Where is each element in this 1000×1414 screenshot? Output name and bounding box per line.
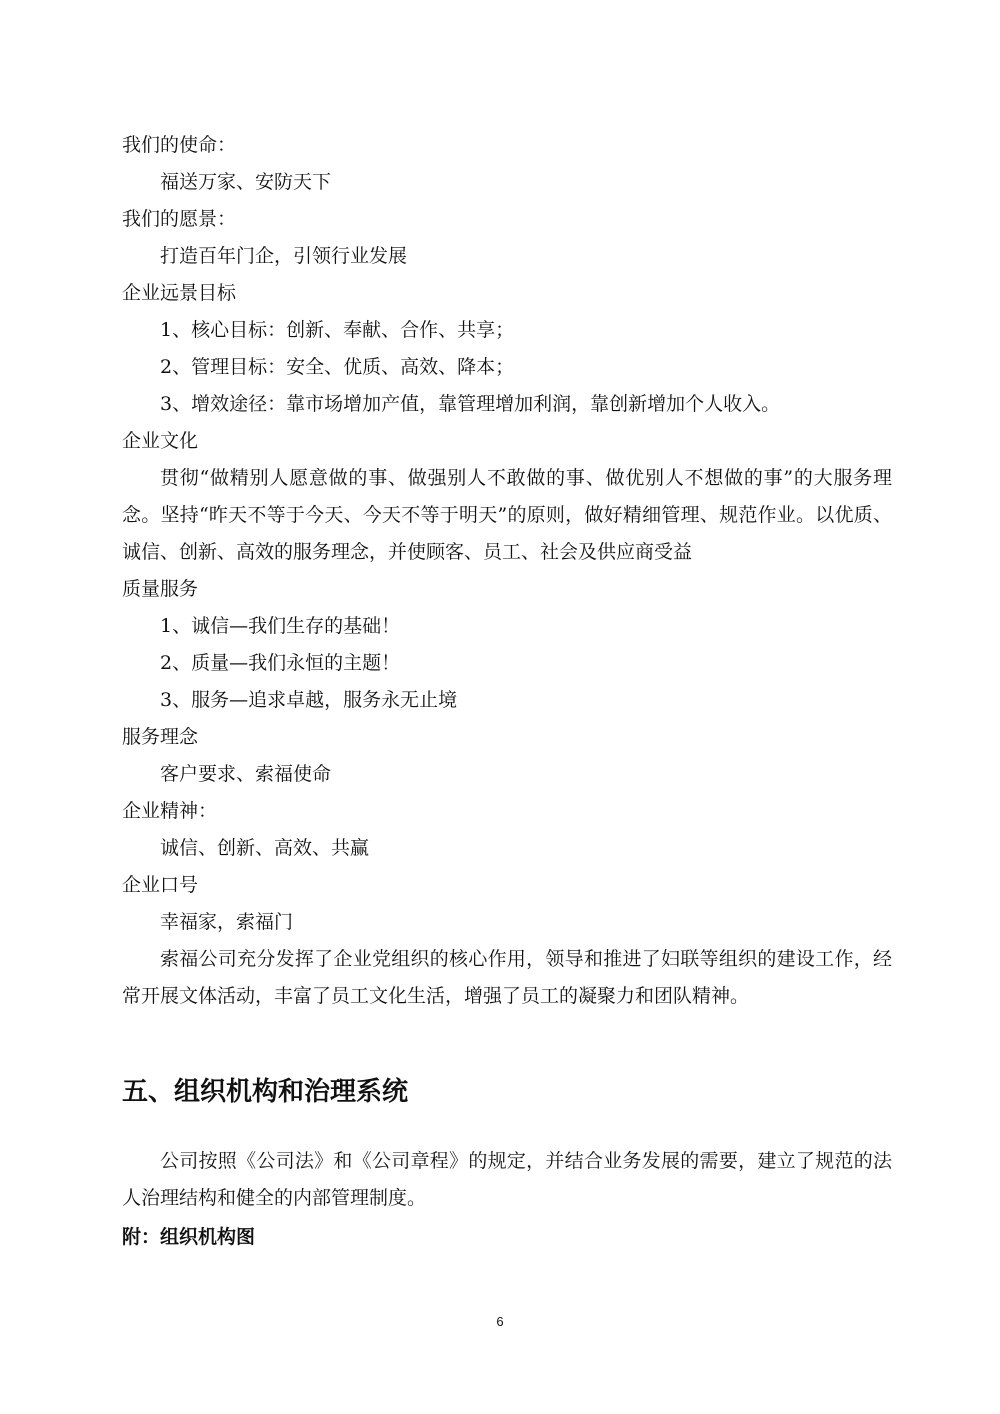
goal-item: 1、核心目标：创新、奉献、合作、共享； xyxy=(160,319,515,341)
section-title: 五、组织机构和治理系统 xyxy=(122,1077,409,1107)
culture-heading: 企业文化 xyxy=(122,430,199,452)
mission-text: 福送万家、安防天下 xyxy=(160,171,332,193)
section-paragraph: 公司按照《公司法》和《公司章程》的规定，并结合业务发展的需要，建立了规范的法人治理结构和健全的内部管理制度。 xyxy=(122,1150,892,1209)
quality-item: 2、质量—我们永恒的主题！ xyxy=(160,652,401,674)
document-body xyxy=(122,127,892,1015)
spirit-text: 诚信、创新、高效、共赢 xyxy=(160,837,370,859)
culture-paragraph: 贯彻“做精别人愿意做的事、做强别人不敢做的事、做优别人不想做的事”的大服务理念。坚持“昨天不等于今天、今天不等于明天”的原则，做好精细管理、规范作业。以优质、诚信、创新、高效的服务理念，并使顾客、员工、社会及供应商受益 xyxy=(122,467,892,563)
goal-item: 3、增效途径：靠市场增加产值，靠管理增加利润，靠创新增加个人收入。 xyxy=(160,393,781,415)
slogan-heading: 企业口号 xyxy=(122,874,199,896)
quality-item: 3、服务—追求卓越，服务永无止境 xyxy=(160,689,458,711)
quality-heading: 质量服务 xyxy=(122,578,199,600)
closing-paragraph: 索福公司充分发挥了企业党组织的核心作用，领导和推进了妇联等组织的建设工作，经常开展文体活动，丰富了员工文化生活，增强了员工的凝聚力和团队精神。 xyxy=(122,948,892,1007)
appendix-heading: 附：组织机构图 xyxy=(122,1226,256,1248)
slogan-text: 幸福家，索福门 xyxy=(160,911,294,933)
quality-item: 1、诚信—我们生存的基础！ xyxy=(160,615,401,637)
goal-item: 2、管理目标：安全、优质、高效、降本； xyxy=(160,356,515,378)
mission-heading: 我们的使命： xyxy=(122,134,237,156)
page-number: 6 xyxy=(496,1314,504,1329)
service-heading: 服务理念 xyxy=(122,726,199,748)
vision-heading: 我们的愿景： xyxy=(122,208,237,230)
goals-heading: 企业远景目标 xyxy=(122,282,237,304)
vision-text: 打造百年门企，引领行业发展 xyxy=(160,245,408,267)
service-text: 客户要求、索福使命 xyxy=(160,763,332,785)
spirit-heading: 企业精神： xyxy=(122,800,218,822)
